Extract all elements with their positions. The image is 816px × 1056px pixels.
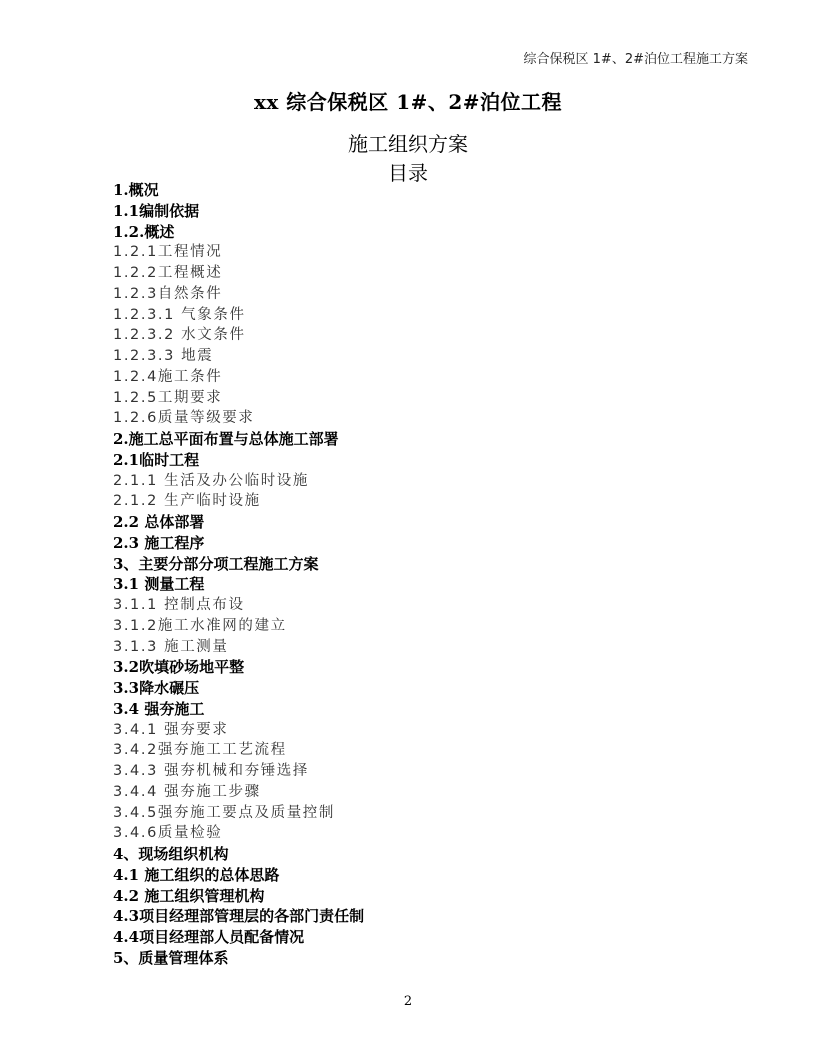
toc-entry[interactable]: 3.4.6质量检验 [113,825,223,842]
toc-entry[interactable]: 4.2 施工组织管理机构 [113,886,265,905]
toc-entry[interactable]: 1.2.5工期要求 [113,389,223,406]
toc-entry[interactable]: 1.2.4施工条件 [113,368,223,385]
toc-entry[interactable]: 1.概况 [113,181,159,199]
toc-entry[interactable]: 2.施工总平面布置与总体施工部署 [113,430,339,448]
document-title: xx 综合保税区 1#、2#泊位工程 [253,90,563,114]
toc-entry[interactable]: 3.4.4 强夯施工步骤 [113,783,261,800]
toc-entry[interactable]: 1.2.2工程概述 [113,265,223,281]
toc-entry[interactable]: 3.4.2强夯施工工艺流程 [113,742,287,759]
toc-entry[interactable]: 4.1 施工组织的总体思路 [113,865,280,884]
toc-entry[interactable]: 3.4 强夯施工 [113,699,205,718]
toc-entry[interactable]: 4.4项目经理部人员配备情况 [113,928,305,946]
toc-entry[interactable]: 3.4.5强夯施工要点及质量控制 [113,804,335,821]
toc-entry[interactable]: 2.1.2 生产临时设施 [113,493,261,510]
toc-entry[interactable]: 3.2吹填砂场地平整 [113,658,245,677]
toc-entry[interactable]: 3.1.3 施工测量 [113,638,229,655]
table-of-contents [113,180,753,969]
toc-entry[interactable]: 1.2.1工程情况 [113,244,223,261]
toc-entry[interactable]: 3.4.1 强夯要求 [113,721,229,738]
toc-entry[interactable]: 1.2.3自然条件 [113,285,223,302]
toc-entry[interactable]: 3.1.1 控制点布设 [113,597,245,613]
toc-entry[interactable]: 3.3降水碾压 [113,679,200,697]
toc-entry[interactable]: 1.2.概述 [113,222,175,241]
toc-entry[interactable]: 1.1编制依据 [113,201,200,220]
toc-entry[interactable]: 1.2.3.3 地震 [113,348,214,364]
toc-entry[interactable]: 2.3 施工程序 [113,533,205,552]
toc-entry[interactable]: 2.1临时工程 [113,450,200,469]
toc-entry[interactable]: 2.1.1 生活及办公临时设施 [113,472,310,489]
toc-entry[interactable]: 3.1 测量工程 [113,575,205,594]
toc-entry[interactable]: 1.2.3.1 气象条件 [113,306,246,323]
toc-entry[interactable]: 3.4.3 强夯机械和夯锤选择 [113,763,310,779]
toc-entry[interactable]: 3、主要分部分项工程施工方案 [113,554,319,573]
toc-entry[interactable]: 1.2.6质量等级要求 [113,410,255,427]
document-subtitle: 施工组织方案 [348,132,468,156]
toc-entry[interactable]: 4、现场组织机构 [113,845,229,863]
toc-entry[interactable]: 5、质量管理体系 [113,948,229,967]
toc-heading: 目录 [388,161,428,185]
toc-entry[interactable]: 1.2.3.2 水文条件 [113,327,246,344]
toc-entry[interactable]: 4.3项目经理部管理层的各部门责任制 [113,907,365,926]
toc-entry[interactable]: 2.2 总体部署 [113,513,205,531]
toc-entry[interactable]: 3.1.2施工水准网的建立 [113,617,287,634]
page-number: 2 [403,994,413,1009]
running-header: 综合保税区 1#、2#泊位工程施工方案 [523,52,748,67]
